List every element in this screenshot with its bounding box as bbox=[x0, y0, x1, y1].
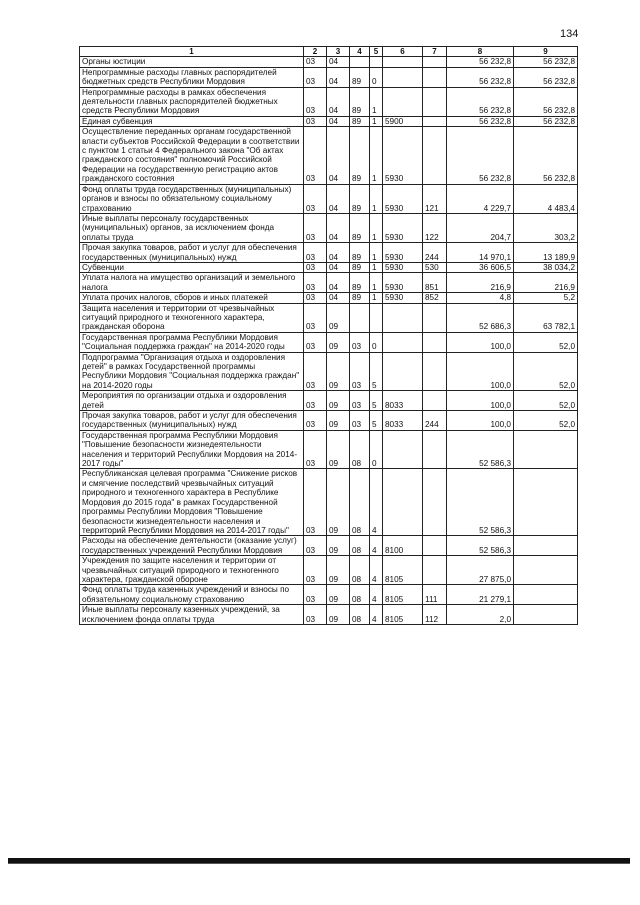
amount-cell: 52,0 bbox=[514, 391, 578, 411]
code-cell: 244 bbox=[423, 243, 447, 263]
code-cell bbox=[350, 303, 370, 332]
code-cell: 03 bbox=[304, 411, 327, 431]
table-row bbox=[80, 411, 578, 431]
code-cell: 08 bbox=[350, 536, 370, 556]
table-row bbox=[80, 469, 578, 536]
code-cell: 09 bbox=[327, 303, 350, 332]
header-cell: 5 bbox=[370, 47, 383, 57]
code-cell: 5900 bbox=[383, 116, 423, 126]
code-cell: 851 bbox=[423, 273, 447, 293]
code-cell: 1 bbox=[370, 243, 383, 263]
row-name-cell: Непрограммные расходы в рамках обеспечения деятельности главных распорядителей бюджетных средств Республики Мордовия bbox=[80, 87, 304, 116]
code-cell: 5 bbox=[370, 391, 383, 411]
amount-cell: 216,9 bbox=[514, 273, 578, 293]
table-row bbox=[80, 127, 578, 184]
amount-cell: 216,9 bbox=[447, 273, 514, 293]
code-cell bbox=[383, 303, 423, 332]
code-cell: 89 bbox=[350, 243, 370, 263]
code-cell: 8105 bbox=[383, 585, 423, 605]
amount-cell: 100,0 bbox=[447, 332, 514, 352]
table-row bbox=[80, 262, 578, 272]
table-row bbox=[80, 430, 578, 469]
code-cell bbox=[423, 116, 447, 126]
code-cell: 04 bbox=[327, 273, 350, 293]
code-cell: 8105 bbox=[383, 556, 423, 585]
table-row bbox=[80, 352, 578, 391]
code-cell: 111 bbox=[423, 585, 447, 605]
row-name-cell: Органы юстиции bbox=[80, 57, 304, 67]
header-cell: 9 bbox=[514, 47, 578, 57]
bottom-rule-thin bbox=[8, 863, 630, 864]
amount-cell: 4,8 bbox=[447, 293, 514, 303]
code-cell: 5930 bbox=[383, 273, 423, 293]
table-row bbox=[80, 213, 578, 242]
code-cell: 4 bbox=[370, 585, 383, 605]
code-cell bbox=[423, 57, 447, 67]
code-cell: 5 bbox=[370, 352, 383, 391]
code-cell: 08 bbox=[350, 605, 370, 625]
code-cell: 09 bbox=[327, 391, 350, 411]
amount-cell: 52 586,3 bbox=[447, 430, 514, 469]
amount-cell bbox=[514, 556, 578, 585]
code-cell: 08 bbox=[350, 585, 370, 605]
code-cell: 09 bbox=[327, 605, 350, 625]
code-cell: 03 bbox=[304, 67, 327, 87]
code-cell: 09 bbox=[327, 352, 350, 391]
code-cell bbox=[383, 57, 423, 67]
table-row bbox=[80, 57, 578, 67]
code-cell bbox=[423, 67, 447, 87]
table-row bbox=[80, 332, 578, 352]
code-cell: 09 bbox=[327, 536, 350, 556]
code-cell: 04 bbox=[327, 57, 350, 67]
code-cell: 89 bbox=[350, 213, 370, 242]
code-cell: 121 bbox=[423, 184, 447, 213]
code-cell: 03 bbox=[304, 116, 327, 126]
code-cell: 04 bbox=[327, 67, 350, 87]
amount-cell: 303,2 bbox=[514, 213, 578, 242]
table-body bbox=[80, 57, 578, 625]
code-cell: 112 bbox=[423, 605, 447, 625]
amount-cell: 204,7 bbox=[447, 213, 514, 242]
table-row bbox=[80, 585, 578, 605]
code-cell: 03 bbox=[304, 536, 327, 556]
header-cell: 2 bbox=[304, 47, 327, 57]
row-name-cell: Фонд оплаты труда казенных учреждений и взносы по обязательному социальному страхованию bbox=[80, 585, 304, 605]
amount-cell: 56 232,8 bbox=[447, 127, 514, 184]
code-cell: 03 bbox=[304, 57, 327, 67]
code-cell: 08 bbox=[350, 556, 370, 585]
code-cell: 08 bbox=[350, 469, 370, 536]
table-row bbox=[80, 67, 578, 87]
amount-cell: 36 606,5 bbox=[447, 262, 514, 272]
amount-cell: 27 875,0 bbox=[447, 556, 514, 585]
amount-cell: 63 782,1 bbox=[514, 303, 578, 332]
code-cell bbox=[350, 57, 370, 67]
amount-cell bbox=[514, 469, 578, 536]
code-cell: 0 bbox=[370, 67, 383, 87]
code-cell: 8105 bbox=[383, 605, 423, 625]
table-row bbox=[80, 536, 578, 556]
code-cell: 4 bbox=[370, 556, 383, 585]
row-name-cell: Осуществление переданных органам государственной власти субъектов Российской Федерации в соответствии с пунктом 1 статьи 4 Федерального закона "Об актах гражданского состояния" полномочий Российской Федерации на государственную регистрацию актов гражданского состояния bbox=[80, 127, 304, 184]
code-cell: 03 bbox=[304, 262, 327, 272]
header-cell: 7 bbox=[423, 47, 447, 57]
code-cell bbox=[423, 127, 447, 184]
code-cell: 03 bbox=[304, 469, 327, 536]
amount-cell: 21 279,1 bbox=[447, 585, 514, 605]
amount-cell: 100,0 bbox=[447, 391, 514, 411]
header-cell: 1 bbox=[80, 47, 304, 57]
code-cell: 5930 bbox=[383, 127, 423, 184]
code-cell: 5 bbox=[370, 411, 383, 431]
row-name-cell: Иные выплаты персоналу государственных (муниципальных) органов, за исключением фонда оплаты труда bbox=[80, 213, 304, 242]
code-cell bbox=[370, 57, 383, 67]
code-cell: 1 bbox=[370, 213, 383, 242]
code-cell: 4 bbox=[370, 536, 383, 556]
code-cell: 09 bbox=[327, 411, 350, 431]
header-cell: 6 bbox=[383, 47, 423, 57]
code-cell: 03 bbox=[304, 87, 327, 116]
code-cell: 03 bbox=[304, 273, 327, 293]
table-row bbox=[80, 293, 578, 303]
table-row bbox=[80, 303, 578, 332]
code-cell bbox=[423, 352, 447, 391]
row-name-cell: Учреждения по защите населения и территории от чрезвычайных ситуаций природного и техногенного характера, гражданской обороне bbox=[80, 556, 304, 585]
header-cell: 4 bbox=[350, 47, 370, 57]
code-cell: 5930 bbox=[383, 243, 423, 263]
code-cell: 03 bbox=[304, 352, 327, 391]
amount-cell bbox=[514, 430, 578, 469]
amount-cell: 13 189,9 bbox=[514, 243, 578, 263]
table-row bbox=[80, 243, 578, 263]
amount-cell: 52,0 bbox=[514, 411, 578, 431]
code-cell: 5930 bbox=[383, 184, 423, 213]
code-cell: 03 bbox=[350, 411, 370, 431]
amount-cell: 56 232,8 bbox=[514, 57, 578, 67]
code-cell: 03 bbox=[304, 391, 327, 411]
row-name-cell: Мероприятия по организации отдыха и оздоровления детей bbox=[80, 391, 304, 411]
code-cell: 03 bbox=[350, 332, 370, 352]
code-cell bbox=[423, 391, 447, 411]
code-cell bbox=[423, 332, 447, 352]
row-name-cell: Подпрограмма "Организация отдыха и оздоровления детей" в рамках Государственной программы Республики Мордовия "Социальная поддержка граждан" на 2014-2020 годы bbox=[80, 352, 304, 391]
table-row bbox=[80, 116, 578, 126]
code-cell: 09 bbox=[327, 556, 350, 585]
code-cell: 89 bbox=[350, 87, 370, 116]
code-cell: 1 bbox=[370, 116, 383, 126]
amount-cell: 4 229,7 bbox=[447, 184, 514, 213]
amount-cell: 52,0 bbox=[514, 352, 578, 391]
code-cell: 03 bbox=[304, 605, 327, 625]
code-cell bbox=[423, 303, 447, 332]
amount-cell: 56 232,8 bbox=[447, 67, 514, 87]
code-cell: 89 bbox=[350, 127, 370, 184]
code-cell bbox=[383, 87, 423, 116]
code-cell: 89 bbox=[350, 293, 370, 303]
table-row bbox=[80, 273, 578, 293]
amount-cell: 52 686,3 bbox=[447, 303, 514, 332]
amount-cell bbox=[514, 605, 578, 625]
code-cell: 8033 bbox=[383, 391, 423, 411]
code-cell: 4 bbox=[370, 605, 383, 625]
code-cell: 8100 bbox=[383, 536, 423, 556]
amount-cell bbox=[514, 536, 578, 556]
code-cell: 03 bbox=[304, 127, 327, 184]
code-cell: 1 bbox=[370, 262, 383, 272]
amount-cell bbox=[514, 585, 578, 605]
code-cell: 5930 bbox=[383, 213, 423, 242]
code-cell: 04 bbox=[327, 262, 350, 272]
page-number: 134 bbox=[560, 28, 579, 40]
code-cell: 0 bbox=[370, 332, 383, 352]
table-row bbox=[80, 184, 578, 213]
row-name-cell: Фонд оплаты труда государственных (муниципальных) органов и взносы по обязательному социальному страхованию bbox=[80, 184, 304, 213]
code-cell: 08 bbox=[350, 430, 370, 469]
code-cell: 09 bbox=[327, 332, 350, 352]
code-cell: 1 bbox=[370, 127, 383, 184]
amount-cell: 5,2 bbox=[514, 293, 578, 303]
code-cell: 03 bbox=[350, 352, 370, 391]
table-row bbox=[80, 87, 578, 116]
code-cell: 04 bbox=[327, 127, 350, 184]
code-cell: 04 bbox=[327, 116, 350, 126]
code-cell: 89 bbox=[350, 184, 370, 213]
code-cell: 03 bbox=[304, 303, 327, 332]
code-cell bbox=[423, 87, 447, 116]
code-cell bbox=[383, 352, 423, 391]
row-name-cell: Прочая закупка товаров, работ и услуг для обеспечения государственных (муниципальных) нужд bbox=[80, 411, 304, 431]
code-cell: 89 bbox=[350, 273, 370, 293]
budget-table bbox=[79, 46, 578, 625]
header-cell: 3 bbox=[327, 47, 350, 57]
row-name-cell: Непрограммные расходы главных распорядителей бюджетных средств Республики Мордовия bbox=[80, 67, 304, 87]
table-row bbox=[80, 391, 578, 411]
code-cell: 03 bbox=[304, 184, 327, 213]
code-cell: 89 bbox=[350, 262, 370, 272]
header-cell: 8 bbox=[447, 47, 514, 57]
code-cell: 04 bbox=[327, 293, 350, 303]
code-cell: 09 bbox=[327, 430, 350, 469]
code-cell: 03 bbox=[304, 293, 327, 303]
row-name-cell: Государственная программа Республики Мордовия "Повышение безопасности жизнедеятельности населения и территорий Республики Мордовия на 2014-2017 годы" bbox=[80, 430, 304, 469]
code-cell: 04 bbox=[327, 87, 350, 116]
table-row bbox=[80, 605, 578, 625]
code-cell: 03 bbox=[350, 391, 370, 411]
row-name-cell: Уплата налога на имущество организаций и земельного налога bbox=[80, 273, 304, 293]
code-cell bbox=[383, 67, 423, 87]
code-cell bbox=[423, 536, 447, 556]
row-name-cell: Государственная программа Республики Мордовия "Социальная поддержка граждан" на 2014-2020 годы bbox=[80, 332, 304, 352]
code-cell bbox=[423, 430, 447, 469]
code-cell: 03 bbox=[304, 585, 327, 605]
code-cell: 5930 bbox=[383, 262, 423, 272]
row-name-cell: Субвенции bbox=[80, 262, 304, 272]
amount-cell: 56 232,8 bbox=[514, 87, 578, 116]
code-cell bbox=[383, 469, 423, 536]
amount-cell: 100,0 bbox=[447, 352, 514, 391]
code-cell: 09 bbox=[327, 585, 350, 605]
amount-cell: 56 232,8 bbox=[514, 127, 578, 184]
code-cell: 4 bbox=[370, 469, 383, 536]
code-cell bbox=[383, 430, 423, 469]
amount-cell: 2,0 bbox=[447, 605, 514, 625]
code-cell: 03 bbox=[304, 556, 327, 585]
amount-cell: 56 232,8 bbox=[447, 116, 514, 126]
amount-cell: 100,0 bbox=[447, 411, 514, 431]
code-cell: 03 bbox=[304, 213, 327, 242]
code-cell bbox=[423, 469, 447, 536]
code-cell: 1 bbox=[370, 293, 383, 303]
row-name-cell: Республиканская целевая программа "Снижение рисков и смягчение последствий чрезвычайных ситуаций природного и техногенного характера в Республике Мордовия до 2015 года" в рамках Государственной программы Республики Мордовия "Повышение безопасности жизнедеятельности населения и территорий Республики Мордовия на 2014-2017 годы" bbox=[80, 469, 304, 536]
code-cell: 09 bbox=[327, 469, 350, 536]
amount-cell: 52,0 bbox=[514, 332, 578, 352]
code-cell: 1 bbox=[370, 273, 383, 293]
code-cell: 0 bbox=[370, 430, 383, 469]
code-cell: 530 bbox=[423, 262, 447, 272]
amount-cell: 14 970,1 bbox=[447, 243, 514, 263]
amount-cell: 52 586,3 bbox=[447, 469, 514, 536]
amount-cell: 56 232,8 bbox=[447, 57, 514, 67]
code-cell: 03 bbox=[304, 332, 327, 352]
code-cell: 03 bbox=[304, 243, 327, 263]
row-name-cell: Уплата прочих налогов, сборов и иных платежей bbox=[80, 293, 304, 303]
code-cell: 8033 bbox=[383, 411, 423, 431]
table-row bbox=[80, 556, 578, 585]
code-cell: 89 bbox=[350, 67, 370, 87]
code-cell: 04 bbox=[327, 184, 350, 213]
row-name-cell: Единая субвенция bbox=[80, 116, 304, 126]
code-cell: 89 bbox=[350, 116, 370, 126]
code-cell: 122 bbox=[423, 213, 447, 242]
code-cell bbox=[370, 303, 383, 332]
row-name-cell: Прочая закупка товаров, работ и услуг для обеспечения государственных (муниципальных) нужд bbox=[80, 243, 304, 263]
code-cell bbox=[383, 332, 423, 352]
row-name-cell: Защита населения и территории от чрезвычайных ситуаций природного и техногенного характера, гражданская оборона bbox=[80, 303, 304, 332]
code-cell: 04 bbox=[327, 213, 350, 242]
amount-cell: 56 232,8 bbox=[447, 87, 514, 116]
code-cell: 5930 bbox=[383, 293, 423, 303]
amount-cell: 4 483,4 bbox=[514, 184, 578, 213]
amount-cell: 52 586,3 bbox=[447, 536, 514, 556]
code-cell: 244 bbox=[423, 411, 447, 431]
header-row bbox=[80, 47, 578, 57]
code-cell: 852 bbox=[423, 293, 447, 303]
code-cell: 1 bbox=[370, 184, 383, 213]
code-cell: 03 bbox=[304, 430, 327, 469]
amount-cell: 56 232,8 bbox=[514, 67, 578, 87]
code-cell: 04 bbox=[327, 243, 350, 263]
amount-cell: 56 232,8 bbox=[514, 116, 578, 126]
row-name-cell: Иные выплаты персоналу казенных учреждений, за исключением фонда оплаты труда bbox=[80, 605, 304, 625]
code-cell bbox=[423, 556, 447, 585]
amount-cell: 38 034,2 bbox=[514, 262, 578, 272]
code-cell: 1 bbox=[370, 87, 383, 116]
row-name-cell: Расходы на обеспечение деятельности (оказание услуг) государственных учреждений Республики Мордовия bbox=[80, 536, 304, 556]
